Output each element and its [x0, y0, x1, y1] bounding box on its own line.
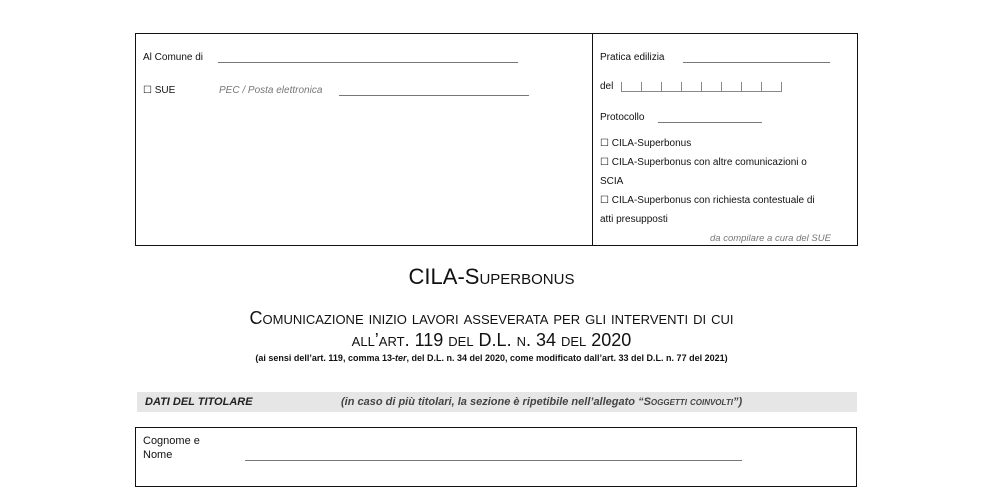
checkbox-icon[interactable]: ☐ [600, 157, 609, 168]
sue-row [143, 85, 175, 96]
option-cila-atti[interactable]: ☐ CILA-Superbonus con richiesta contestuale di [600, 195, 815, 206]
header-box [135, 33, 858, 246]
sue-label: SUE [154, 85, 176, 96]
header-divider [592, 33, 593, 246]
pratica-input[interactable] [683, 53, 830, 63]
checkbox-icon[interactable]: ☐ [600, 195, 609, 206]
option-cila-scia[interactable]: ☐ CILA-Superbonus con altre comunicazioni o [600, 157, 807, 168]
date-input[interactable] [621, 80, 782, 92]
section-note: (in caso di più titolari, la sezione è ripetibile nell’allegato “Soggetti coinvolti”) [341, 396, 743, 408]
legal-note: (ai sensi dell’art. 119, comma 13-ter, del D.L. n. 34 del 2020, come modificato dall’art. 33 del D.L. n. 77 del 2021) [255, 353, 728, 363]
protocollo-label: Protocollo [600, 112, 645, 123]
section-title: DATI DEL TITOLARE [145, 396, 253, 408]
sue-checkbox[interactable]: ☐ [143, 85, 152, 96]
comune-label: Al Comune di [143, 52, 204, 63]
option-cila[interactable]: ☐ CILA-Superbonus [600, 138, 692, 149]
option-cila-atti-cont: atti presupposti [600, 214, 668, 225]
option-cila-scia-cont: SCIA [600, 176, 624, 187]
comune-row [143, 52, 203, 63]
del-label: del [600, 81, 614, 92]
document-title: CILA-Superbonus [408, 264, 575, 289]
checkbox-icon[interactable]: ☐ [600, 138, 609, 149]
comune-input[interactable] [218, 53, 518, 63]
name-input[interactable] [245, 451, 742, 461]
document-subtitle: Comunicazione inizio lavori asseverata per gli interventi di cui all’art. 119 del D.L. n. 34 del 2020 [249, 308, 734, 350]
pec-label: PEC / Posta elettronica [219, 85, 323, 96]
protocollo-input[interactable] [658, 113, 762, 123]
pratica-label: Pratica edilizia [600, 52, 665, 63]
sue-footer-note: da compilare a cura del SUE [710, 233, 831, 244]
name-label: Cognome e Nome [143, 435, 200, 461]
pec-input[interactable] [339, 86, 529, 96]
